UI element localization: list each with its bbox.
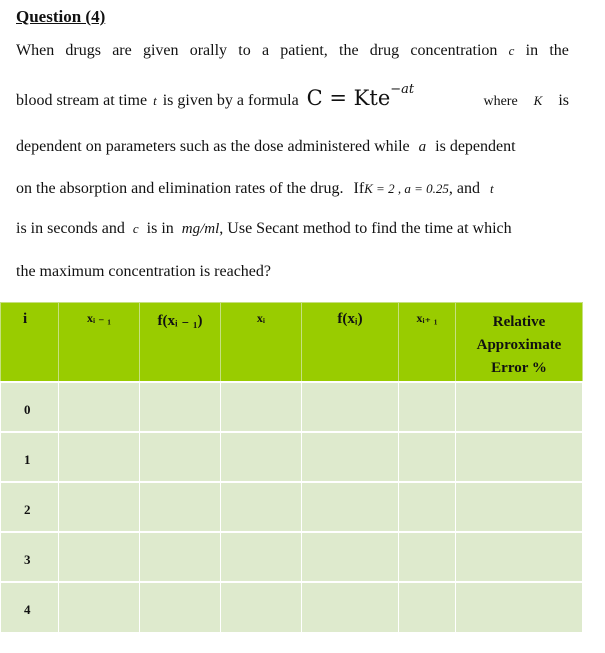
question-line-6: the maximum concentration is reached?: [16, 263, 272, 280]
row-index: 2: [1, 482, 59, 532]
table-row: [1, 432, 583, 482]
secant-table: [0, 302, 583, 633]
text: a: [261, 42, 270, 59]
math-var-t: t: [153, 93, 157, 108]
math-var-t: t: [489, 181, 494, 196]
table-cell[interactable]: [221, 482, 302, 532]
text: dependent on parameters such as the dose administered while: [16, 138, 410, 155]
table-cell[interactable]: [59, 482, 140, 532]
table-cell[interactable]: [221, 532, 302, 582]
table-cell[interactable]: [140, 432, 221, 482]
table-cell[interactable]: [456, 382, 583, 432]
table-cell[interactable]: [59, 582, 140, 632]
table-cell[interactable]: [140, 532, 221, 582]
text: patient,: [280, 42, 328, 59]
text: drugs: [65, 42, 101, 59]
math-var-a: a: [418, 139, 427, 155]
text: the: [549, 42, 569, 59]
table-cell[interactable]: [399, 382, 456, 432]
table-cell[interactable]: [456, 482, 583, 532]
header-line: Approximate: [476, 337, 562, 353]
table-cell[interactable]: [221, 582, 302, 632]
table-row: [1, 382, 583, 432]
question-line-5: [16, 220, 569, 238]
text: concentration: [410, 42, 498, 59]
question-title: Question (4): [16, 7, 106, 26]
text: on the absorption and elimination rates of the drug.: [16, 180, 344, 197]
text: blood stream at time: [16, 92, 148, 109]
text: the: [339, 42, 359, 59]
question-line-4: [16, 180, 569, 198]
header-x-i: xᵢ: [221, 303, 302, 383]
text: where: [483, 94, 518, 109]
text: drug: [369, 42, 400, 59]
question-line-1: [16, 42, 569, 60]
text: is in: [146, 220, 174, 237]
header-relative-error: [456, 303, 583, 383]
text: orally: [189, 42, 228, 59]
text: are: [112, 42, 132, 59]
header-f-i: f(xᵢ): [302, 303, 399, 383]
math-unit: mg/ml: [181, 221, 220, 237]
question-line-3: [16, 138, 569, 156]
formula-base: C = Kte: [306, 86, 391, 110]
row-index: 1: [1, 432, 59, 482]
table-cell[interactable]: [399, 582, 456, 632]
table-cell[interactable]: [302, 532, 399, 582]
header-line: Relative: [492, 314, 546, 330]
header-i: i: [1, 303, 59, 383]
text: given: [142, 42, 179, 59]
formula: [306, 82, 415, 110]
table-cell[interactable]: [456, 532, 583, 582]
row-index: 4: [1, 582, 59, 632]
text: in: [525, 42, 539, 59]
table-cell[interactable]: [399, 432, 456, 482]
table-cell[interactable]: [302, 482, 399, 532]
table-cell[interactable]: [59, 382, 140, 432]
table-cell[interactable]: [302, 382, 399, 432]
question-line-2: [16, 82, 569, 110]
table-row: [1, 482, 583, 532]
row-index: 3: [1, 532, 59, 582]
table-cell[interactable]: [140, 382, 221, 432]
table-cell[interactable]: [221, 382, 302, 432]
table-cell[interactable]: [399, 532, 456, 582]
row-index: 0: [1, 382, 59, 432]
formula-exponent: −at: [390, 82, 415, 97]
text: to: [238, 42, 251, 59]
table-cell[interactable]: [302, 432, 399, 482]
table-cell[interactable]: [59, 532, 140, 582]
text: is: [558, 92, 569, 109]
header-x-next: xᵢ₊ ₁: [399, 303, 456, 383]
table-cell[interactable]: [456, 582, 583, 632]
table-cell[interactable]: [456, 432, 583, 482]
math-var-k: K: [533, 93, 543, 108]
text: If: [353, 180, 365, 197]
text: , and: [448, 180, 480, 197]
header-x-prev: xᵢ ₋ ₁: [59, 303, 140, 383]
math-var-c: c: [508, 43, 515, 58]
text: is dependent: [435, 138, 516, 155]
table-header-row: [1, 303, 583, 383]
table-row: [1, 532, 583, 582]
table-cell[interactable]: [399, 482, 456, 532]
table-cell[interactable]: [221, 432, 302, 482]
text: , Use Secant method to find the time at which: [219, 220, 512, 237]
table-cell[interactable]: [140, 582, 221, 632]
header-f-prev: f(xᵢ ₋ ₁): [140, 303, 221, 383]
table-cell[interactable]: [59, 432, 140, 482]
text: When: [16, 42, 55, 59]
text: is in seconds and: [16, 220, 125, 237]
table-cell[interactable]: [302, 582, 399, 632]
table-cell[interactable]: [140, 482, 221, 532]
header-line: Error %: [491, 360, 547, 376]
table-row: [1, 582, 583, 632]
text: is given by a formula: [162, 92, 299, 109]
math-var-c: c: [132, 221, 139, 236]
math-given-values: K = 2 , a = 0.25: [364, 181, 449, 196]
